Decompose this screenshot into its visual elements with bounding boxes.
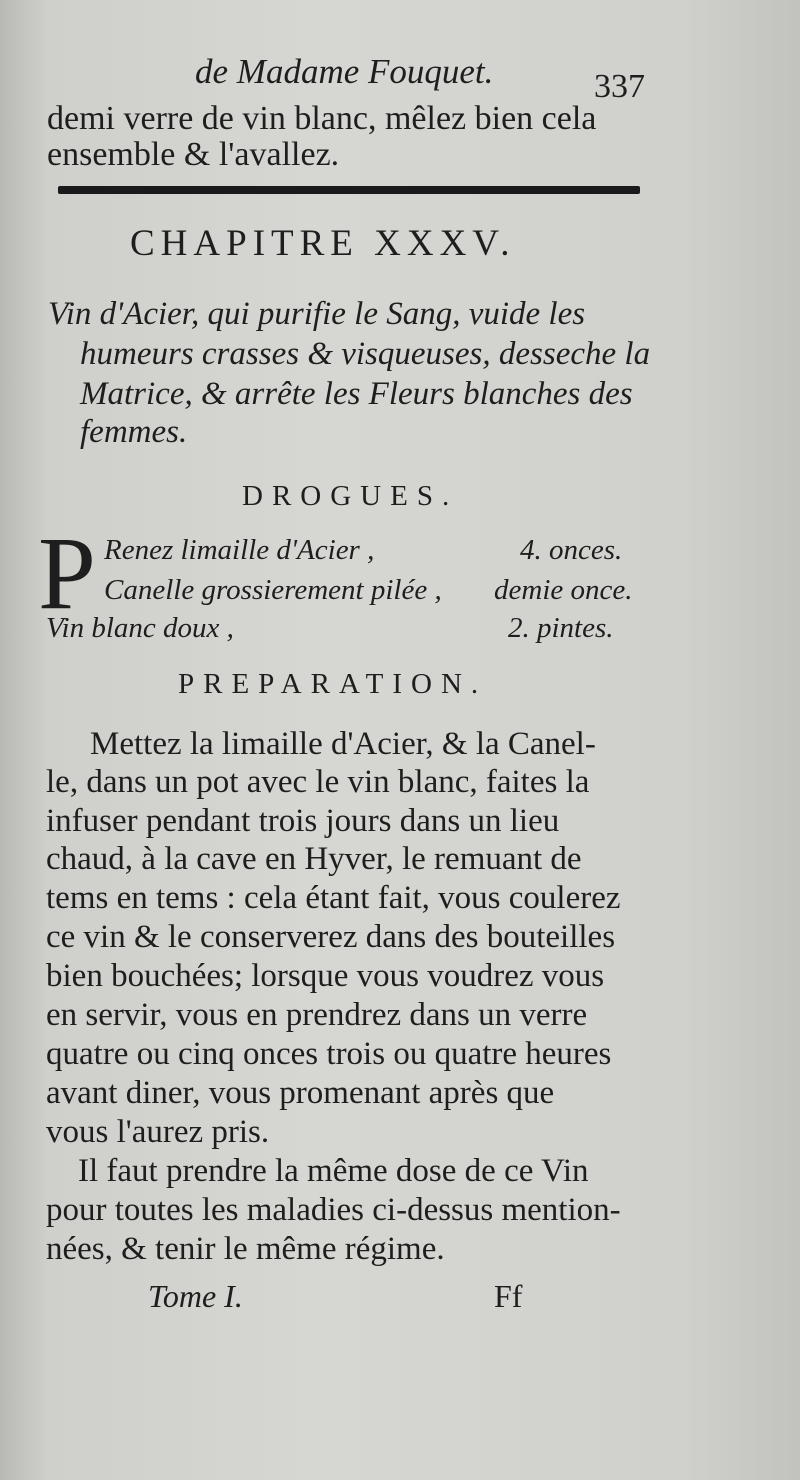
footer-signature: Ff: [494, 1278, 523, 1314]
chapter-title: CHAPITRE XXXV.: [130, 223, 516, 264]
continuation-line-1: demi verre de vin blanc, mêlez bien cela: [47, 100, 597, 137]
preparation-line-3: infuser pendant trois jours dans un lieu: [46, 803, 560, 839]
ingredient-name-2: Canelle grossierement pilée ,: [104, 574, 442, 606]
preparation-line-13: pour toutes les maladies ci-dessus mention-: [46, 1192, 621, 1228]
preparation-line-6: ce vin & le conserverez dans des bouteilles: [46, 919, 616, 955]
preparation-line-14: nées, & tenir le même régime.: [46, 1231, 445, 1267]
preparation-line-4: chaud, à la cave en Hyver, le remuant de: [46, 841, 582, 877]
preparation-line-11: vous l'aurez pris.: [46, 1114, 270, 1150]
chapter-subtitle-line-2: humeurs crasses & visqueuses, desseche la: [80, 336, 651, 372]
preparation-line-10: avant diner, vous promenant après que: [46, 1075, 555, 1111]
chapter-subtitle-line-3: Matrice, & arrête les Fleurs blanches des: [80, 376, 633, 412]
continuation-line-2: ensemble & l'avallez.: [47, 136, 340, 173]
preparation-line-1: Mettez la limaille d'Acier, & la Canel-: [90, 726, 596, 762]
chapter-subtitle-line-1: Vin d'Acier, qui purifie le Sang, vuide les: [48, 296, 586, 332]
drop-cap: P: [38, 516, 96, 631]
ingredient-name-1: Renez limaille d'Acier ,: [104, 534, 375, 566]
ingredient-qty-1: 4. onces.: [520, 534, 623, 566]
drogues-heading: DROGUES.: [242, 480, 459, 512]
ingredient-qty-3: 2. pintes.: [508, 612, 614, 644]
preparation-line-7: bien bouchées; lorsque vous voudrez vous: [46, 958, 605, 994]
preparation-line-5: tems en tems : cela étant fait, vous coulerez: [46, 880, 621, 916]
preparation-line-12: Il faut prendre la même dose de ce Vin: [78, 1153, 589, 1189]
preparation-heading: PREPARATION.: [178, 668, 488, 700]
ingredient-qty-2: demie once.: [494, 574, 633, 606]
chapter-subtitle-line-4: femmes.: [80, 414, 188, 450]
preparation-line-8: en servir, vous en prendrez dans un verre: [46, 997, 588, 1033]
preparation-line-2: le, dans un pot avec le vin blanc, faites la: [46, 764, 590, 800]
running-header: de Madame Fouquet.: [195, 52, 494, 91]
ingredient-name-3: Vin blanc doux ,: [46, 612, 234, 644]
footer-volume: Tome I.: [148, 1278, 243, 1314]
preparation-line-9: quatre ou cinq onces trois ou quatre heures: [46, 1036, 612, 1072]
section-rule: [58, 186, 640, 194]
page-number: 337: [594, 68, 645, 105]
